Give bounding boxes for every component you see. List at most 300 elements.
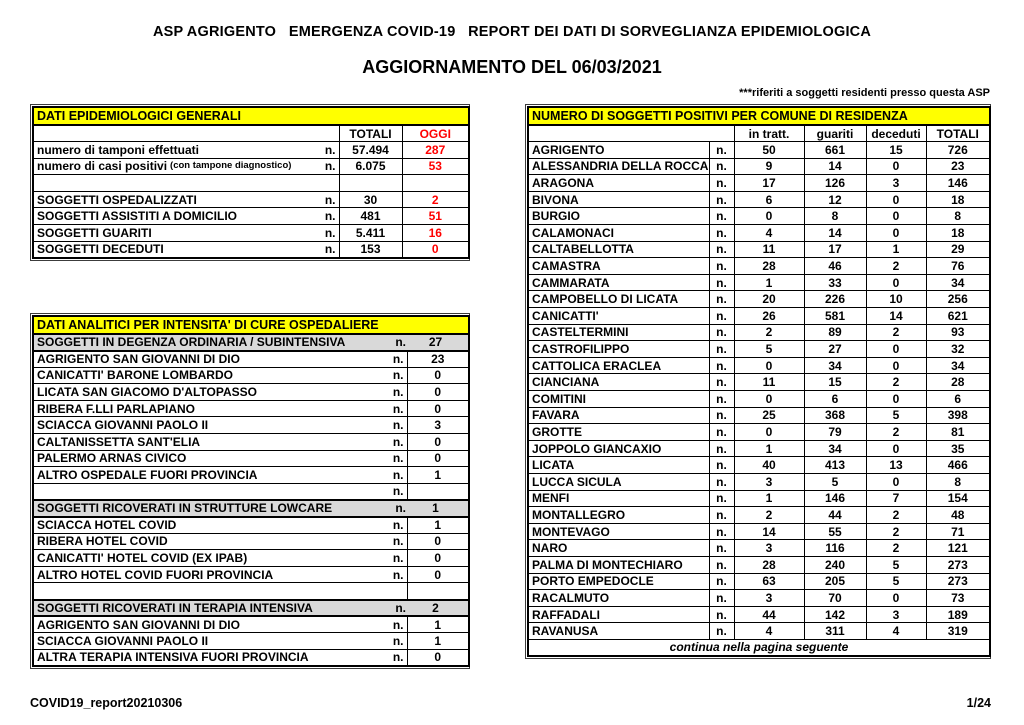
unit-cell: n. bbox=[709, 274, 734, 291]
unit-label: n. bbox=[324, 192, 336, 207]
table-row bbox=[528, 258, 990, 275]
deceduti-value-cell: 0 bbox=[866, 225, 926, 242]
guariti-value-cell: 142 bbox=[804, 606, 866, 623]
unit-cell: n. bbox=[709, 457, 734, 474]
deceduti-value-cell: 2 bbox=[866, 324, 926, 341]
section-label: SOGGETTI IN DEGENZA ORDINARIA / SUBINTENSIVA bbox=[37, 335, 346, 350]
table-row bbox=[33, 417, 469, 434]
unit-cell: n. bbox=[709, 573, 734, 590]
row-label-cell bbox=[33, 533, 407, 550]
comune-name-cell: MENFI bbox=[528, 490, 709, 507]
guariti-column-header: guariti bbox=[804, 125, 866, 142]
totali-value-cell: 73 bbox=[926, 590, 990, 607]
in-tratt-value-cell: 2 bbox=[734, 507, 804, 524]
table-row bbox=[528, 473, 990, 490]
comune-name-cell: LUCCA SICULA bbox=[528, 473, 709, 490]
unit-label: n. bbox=[324, 159, 336, 174]
table-row bbox=[33, 600, 469, 617]
table-row bbox=[528, 274, 990, 291]
in-tratt-value-cell: 4 bbox=[734, 225, 804, 242]
table-row bbox=[528, 142, 990, 159]
report-title: ASP AGRIGENTO EMERGENZA COVID-19 REPORT DEI DATI DI SORVEGLIANZA EPIDEMIOLOGICA bbox=[152, 24, 872, 40]
deceduti-value-cell: 0 bbox=[866, 158, 926, 175]
totali-value-cell: 726 bbox=[926, 142, 990, 159]
in-tratt-value-cell: 11 bbox=[734, 241, 804, 258]
deceduti-value-cell: 2 bbox=[866, 424, 926, 441]
comune-name-cell: CALAMONACI bbox=[528, 225, 709, 242]
deceduti-value-cell: 2 bbox=[866, 374, 926, 391]
deceduti-value-cell: 3 bbox=[866, 175, 926, 192]
guariti-value-cell: 89 bbox=[804, 324, 866, 341]
row-label: CALTANISSETTA SANT'ELIA bbox=[37, 434, 201, 449]
totali-value-cell: 319 bbox=[926, 623, 990, 640]
unit-cell: n. bbox=[709, 158, 734, 175]
table-row bbox=[528, 606, 990, 623]
totali-column-header: TOTALI bbox=[926, 125, 990, 142]
table-row bbox=[528, 590, 990, 607]
row-label: SCIACCA HOTEL COVID bbox=[37, 518, 177, 533]
unit-label: n. bbox=[392, 368, 404, 383]
comune-name-cell: CAMPOBELLO DI LICATA bbox=[528, 291, 709, 308]
table-row bbox=[528, 407, 990, 424]
hospital-table-title: DATI ANALITICI PER INTENSITA' DI CURE OSPEDALIERE bbox=[33, 316, 469, 334]
deceduti-value-cell: 0 bbox=[866, 590, 926, 607]
totali-value-cell: 481 bbox=[339, 208, 402, 225]
count-value-cell bbox=[407, 583, 469, 600]
deceduti-value-cell: 0 bbox=[866, 440, 926, 457]
comune-name-cell: BURGIO bbox=[528, 208, 709, 225]
unit-label: n. bbox=[392, 418, 404, 433]
totali-value-cell: 35 bbox=[926, 440, 990, 457]
comune-name-cell: LICATA bbox=[528, 457, 709, 474]
report-file-name: COVID19_report20210306 bbox=[30, 696, 183, 710]
comune-name-cell: RAFFADALI bbox=[528, 606, 709, 623]
unit-cell: n. bbox=[709, 142, 734, 159]
count-value-cell: 0 bbox=[407, 550, 469, 567]
section-value: 1 bbox=[432, 501, 439, 516]
totali-value-cell: 256 bbox=[926, 291, 990, 308]
unit-label: n. bbox=[392, 650, 404, 665]
unit-cell: n. bbox=[709, 523, 734, 540]
comune-name-cell: CASTROFILIPPO bbox=[528, 341, 709, 358]
count-value-cell: 1 bbox=[407, 467, 469, 484]
in-tratt-value-cell: 9 bbox=[734, 158, 804, 175]
section-value: 2 bbox=[432, 600, 439, 615]
table-row bbox=[33, 633, 469, 650]
guariti-value-cell: 12 bbox=[804, 191, 866, 208]
comune-name-cell: GROTTE bbox=[528, 424, 709, 441]
table-row bbox=[33, 649, 469, 666]
unit-cell: n. bbox=[709, 357, 734, 374]
row-label: SCIACCA GIOVANNI PAOLO II bbox=[37, 418, 209, 433]
oggi-value-cell bbox=[402, 175, 469, 192]
hospital-table-title-row bbox=[33, 316, 469, 334]
guariti-value-cell: 226 bbox=[804, 291, 866, 308]
count-value-cell: 1 bbox=[407, 517, 469, 534]
table-row bbox=[528, 374, 990, 391]
table-row bbox=[528, 523, 990, 540]
totali-value-cell: 34 bbox=[926, 357, 990, 374]
row-label: numero di tamponi effettuati bbox=[37, 142, 199, 157]
in-tratt-value-cell: 50 bbox=[734, 142, 804, 159]
in-tratt-value-cell: 17 bbox=[734, 175, 804, 192]
unit-cell: n. bbox=[709, 258, 734, 275]
totali-value-cell: 23 bbox=[926, 158, 990, 175]
totali-column-header: TOTALI bbox=[339, 125, 402, 142]
totali-value-cell: 81 bbox=[926, 424, 990, 441]
table-row bbox=[528, 490, 990, 507]
continue-note-row bbox=[528, 639, 990, 656]
row-label-cell bbox=[33, 351, 407, 368]
table-row bbox=[528, 457, 990, 474]
in-tratt-value-cell: 44 bbox=[734, 606, 804, 623]
count-value-cell: 1 bbox=[407, 616, 469, 633]
unit-cell: n. bbox=[709, 440, 734, 457]
in-tratt-value-cell: 3 bbox=[734, 473, 804, 490]
row-label-cell bbox=[33, 142, 339, 159]
guariti-value-cell: 46 bbox=[804, 258, 866, 275]
table-row bbox=[33, 400, 469, 417]
unit-label: n. bbox=[395, 600, 406, 615]
comune-name-cell: CIANCIANA bbox=[528, 374, 709, 391]
count-value-cell bbox=[407, 483, 469, 500]
row-label: RIBERA HOTEL COVID bbox=[37, 534, 168, 549]
comune-name-cell: PALMA DI MONTECHIARO bbox=[528, 556, 709, 573]
guariti-value-cell: 34 bbox=[804, 357, 866, 374]
unit-cell: n. bbox=[709, 623, 734, 640]
table-row bbox=[528, 540, 990, 557]
row-label: AGRIGENTO SAN GIOVANNI DI DIO bbox=[37, 617, 240, 632]
oggi-value-cell: 287 bbox=[402, 142, 469, 159]
row-label-cell bbox=[33, 583, 407, 600]
comune-name-cell: RAVANUSA bbox=[528, 623, 709, 640]
hospital-intensity-table bbox=[30, 313, 470, 669]
unit-label: n. bbox=[392, 401, 404, 416]
totali-value-cell: 273 bbox=[926, 556, 990, 573]
unit-cell: n. bbox=[709, 556, 734, 573]
unit-label: n. bbox=[392, 551, 404, 566]
row-label-cell bbox=[33, 191, 339, 208]
totali-value-cell: 32 bbox=[926, 341, 990, 358]
row-label-cell bbox=[33, 367, 407, 384]
deceduti-value-cell: 2 bbox=[866, 540, 926, 557]
table-row bbox=[528, 440, 990, 457]
totali-value-cell: 154 bbox=[926, 490, 990, 507]
guariti-value-cell: 70 bbox=[804, 590, 866, 607]
unit-label: n. bbox=[392, 451, 404, 466]
in-tratt-value-cell: 1 bbox=[734, 274, 804, 291]
in-tratt-value-cell: 25 bbox=[734, 407, 804, 424]
totali-value-cell: 48 bbox=[926, 507, 990, 524]
unit-cell: n. bbox=[709, 407, 734, 424]
row-label-cell bbox=[33, 208, 339, 225]
general-table-body bbox=[33, 142, 469, 258]
comune-name-cell: COMITINI bbox=[528, 391, 709, 408]
table-row bbox=[528, 225, 990, 242]
unit-label: n. bbox=[392, 617, 404, 632]
guariti-value-cell: 116 bbox=[804, 540, 866, 557]
row-label-cell bbox=[33, 158, 339, 175]
in-tratt-value-cell: 1 bbox=[734, 490, 804, 507]
row-label-cell bbox=[33, 225, 339, 242]
comune-name-cell: CATTOLICA ERACLEA bbox=[528, 357, 709, 374]
table-row bbox=[33, 616, 469, 633]
deceduti-value-cell: 7 bbox=[866, 490, 926, 507]
count-value-cell: 0 bbox=[407, 367, 469, 384]
row-label-cell bbox=[33, 400, 407, 417]
oggi-value-cell: 51 bbox=[402, 208, 469, 225]
table-row bbox=[33, 583, 469, 600]
table-row bbox=[33, 450, 469, 467]
table-row bbox=[528, 556, 990, 573]
deceduti-value-cell: 2 bbox=[866, 523, 926, 540]
deceduti-value-cell: 10 bbox=[866, 291, 926, 308]
unit-label: n. bbox=[392, 567, 404, 582]
guariti-value-cell: 240 bbox=[804, 556, 866, 573]
row-label-cell bbox=[33, 241, 339, 258]
in-tratt-value-cell: 5 bbox=[734, 341, 804, 358]
table-row bbox=[528, 623, 990, 640]
empty-header-cell bbox=[528, 125, 734, 142]
unit-cell: n. bbox=[709, 308, 734, 325]
in-tratt-value-cell: 20 bbox=[734, 291, 804, 308]
table-row bbox=[528, 291, 990, 308]
unit-label: n. bbox=[395, 335, 406, 350]
unit-cell: n. bbox=[709, 374, 734, 391]
comuni-table-title-row bbox=[528, 107, 990, 125]
totali-value-cell: 34 bbox=[926, 274, 990, 291]
unit-cell: n. bbox=[709, 191, 734, 208]
guariti-value-cell: 311 bbox=[804, 623, 866, 640]
deceduti-value-cell: 0 bbox=[866, 357, 926, 374]
totali-value-cell: 6.075 bbox=[339, 158, 402, 175]
empty-header-cell bbox=[33, 125, 339, 142]
table-row bbox=[33, 367, 469, 384]
unit-label: n. bbox=[324, 142, 336, 157]
table-row bbox=[33, 517, 469, 534]
table-row bbox=[33, 175, 469, 192]
row-label: RIBERA F.LLI PARLAPIANO bbox=[37, 401, 195, 416]
guariti-value-cell: 581 bbox=[804, 308, 866, 325]
general-table-header-row bbox=[33, 125, 469, 142]
totali-value-cell: 71 bbox=[926, 523, 990, 540]
totali-value-cell: 189 bbox=[926, 606, 990, 623]
table-row bbox=[528, 158, 990, 175]
in-tratt-value-cell: 6 bbox=[734, 191, 804, 208]
table-row bbox=[33, 566, 469, 583]
section-label: SOGGETTI RICOVERATI IN TERAPIA INTENSIVA bbox=[37, 600, 313, 615]
table-row bbox=[528, 507, 990, 524]
in-tratt-value-cell: 26 bbox=[734, 308, 804, 325]
guariti-value-cell: 413 bbox=[804, 457, 866, 474]
guariti-value-cell: 8 bbox=[804, 208, 866, 225]
unit-cell: n. bbox=[709, 490, 734, 507]
totali-value-cell: 273 bbox=[926, 573, 990, 590]
totali-value-cell: 57.494 bbox=[339, 142, 402, 159]
totali-value-cell: 29 bbox=[926, 241, 990, 258]
deceduti-value-cell: 4 bbox=[866, 623, 926, 640]
row-label-cell bbox=[33, 616, 407, 633]
section-label-cell bbox=[33, 334, 469, 351]
table-row bbox=[528, 341, 990, 358]
guariti-value-cell: 55 bbox=[804, 523, 866, 540]
row-label-cell bbox=[33, 633, 407, 650]
comune-name-cell: AGRIGENTO bbox=[528, 142, 709, 159]
comune-name-cell: PORTO EMPEDOCLE bbox=[528, 573, 709, 590]
guariti-value-cell: 27 bbox=[804, 341, 866, 358]
section-value: 27 bbox=[428, 335, 443, 350]
continue-note: continua nella pagina seguente bbox=[528, 639, 990, 656]
guariti-value-cell: 14 bbox=[804, 158, 866, 175]
oggi-value-cell: 2 bbox=[402, 191, 469, 208]
totali-value-cell: 93 bbox=[926, 324, 990, 341]
comune-name-cell: CANICATTI' bbox=[528, 308, 709, 325]
table-row bbox=[528, 308, 990, 325]
totali-value-cell: 8 bbox=[926, 208, 990, 225]
table-row bbox=[528, 573, 990, 590]
unit-cell: n. bbox=[709, 241, 734, 258]
unit-cell: n. bbox=[709, 391, 734, 408]
table-row bbox=[33, 208, 469, 225]
table-row bbox=[33, 191, 469, 208]
unit-label: n. bbox=[324, 209, 336, 224]
section-label-cell bbox=[33, 600, 469, 617]
comuni-positives-table bbox=[525, 104, 991, 659]
row-label: ALTRO HOTEL COVID FUORI PROVINCIA bbox=[37, 567, 274, 582]
unit-label: n. bbox=[392, 385, 404, 400]
in-tratt-value-cell: 11 bbox=[734, 374, 804, 391]
comuni-table-title: NUMERO DI SOGGETTI POSITIVI PER COMUNE DI RESIDENZA bbox=[528, 107, 990, 125]
deceduti-value-cell: 0 bbox=[866, 341, 926, 358]
totali-value-cell: 146 bbox=[926, 175, 990, 192]
row-label-small: (con tampone diagnostico) bbox=[170, 160, 292, 172]
unit-label: n. bbox=[324, 242, 336, 257]
guariti-value-cell: 15 bbox=[804, 374, 866, 391]
totali-value-cell: 153 bbox=[339, 241, 402, 258]
unit-label: n. bbox=[395, 501, 406, 516]
table-row bbox=[528, 424, 990, 441]
comune-name-cell: JOPPOLO GIANCAXIO bbox=[528, 440, 709, 457]
row-label: LICATA SAN GIACOMO D'ALTOPASSO bbox=[37, 385, 257, 400]
count-value-cell: 1 bbox=[407, 633, 469, 650]
section-label-cell bbox=[33, 500, 469, 517]
residents-note: ***riferiti a soggetti residenti presso questa ASP bbox=[739, 87, 990, 99]
in-tratt-value-cell: 0 bbox=[734, 208, 804, 225]
deceduti-value-cell: 13 bbox=[866, 457, 926, 474]
unit-cell: n. bbox=[709, 291, 734, 308]
oggi-value-cell: 0 bbox=[402, 241, 469, 258]
deceduti-value-cell: 0 bbox=[866, 274, 926, 291]
unit-cell: n. bbox=[709, 324, 734, 341]
deceduti-value-cell: 1 bbox=[866, 241, 926, 258]
table-row bbox=[33, 533, 469, 550]
in-tratt-value-cell: 0 bbox=[734, 391, 804, 408]
table-row bbox=[33, 550, 469, 567]
unit-label: n. bbox=[392, 468, 404, 483]
totali-value-cell: 18 bbox=[926, 191, 990, 208]
unit-label: n. bbox=[392, 484, 404, 499]
totali-value-cell: 6 bbox=[926, 391, 990, 408]
page-number: 1/24 bbox=[966, 696, 991, 710]
in-tratt-value-cell: 28 bbox=[734, 556, 804, 573]
comune-name-cell: BIVONA bbox=[528, 191, 709, 208]
table-row bbox=[33, 241, 469, 258]
count-value-cell: 0 bbox=[407, 450, 469, 467]
comuni-table-body bbox=[528, 142, 990, 640]
unit-cell: n. bbox=[709, 208, 734, 225]
unit-label: n. bbox=[392, 352, 404, 367]
guariti-value-cell: 5 bbox=[804, 473, 866, 490]
in-tratt-value-cell: 0 bbox=[734, 357, 804, 374]
count-value-cell: 0 bbox=[407, 434, 469, 451]
table-row bbox=[33, 334, 469, 351]
totali-value-cell: 621 bbox=[926, 308, 990, 325]
deceduti-value-cell: 15 bbox=[866, 142, 926, 159]
general-table-title: DATI EPIDEMIOLOGICI GENERALI bbox=[33, 107, 469, 125]
unit-cell: n. bbox=[709, 540, 734, 557]
row-label-cell bbox=[33, 384, 407, 401]
in-tratt-value-cell: 1 bbox=[734, 440, 804, 457]
deceduti-value-cell: 2 bbox=[866, 507, 926, 524]
in-tratt-value-cell: 40 bbox=[734, 457, 804, 474]
row-label-cell bbox=[33, 483, 407, 500]
table-row bbox=[528, 357, 990, 374]
unit-label: n. bbox=[392, 434, 404, 449]
unit-label: n. bbox=[324, 225, 336, 240]
unit-cell: n. bbox=[709, 606, 734, 623]
totali-value-cell: 5.411 bbox=[339, 225, 402, 242]
deceduti-value-cell: 0 bbox=[866, 391, 926, 408]
deceduti-value-cell: 2 bbox=[866, 258, 926, 275]
comune-name-cell: FAVARA bbox=[528, 407, 709, 424]
totali-value-cell bbox=[339, 175, 402, 192]
table-row bbox=[528, 241, 990, 258]
table-row bbox=[33, 158, 469, 175]
table-row bbox=[528, 191, 990, 208]
guariti-value-cell: 146 bbox=[804, 490, 866, 507]
row-label-cell bbox=[33, 517, 407, 534]
table-row bbox=[528, 391, 990, 408]
row-label: AGRIGENTO SAN GIOVANNI DI DIO bbox=[37, 352, 240, 367]
comune-name-cell: CASTELTERMINI bbox=[528, 324, 709, 341]
row-label: ALTRA TERAPIA INTENSIVA FUORI PROVINCIA bbox=[37, 650, 309, 665]
count-value-cell: 0 bbox=[407, 649, 469, 666]
comuni-table-header-row bbox=[528, 125, 990, 142]
table-row bbox=[33, 434, 469, 451]
row-label: SOGGETTI GUARITI bbox=[37, 225, 152, 240]
guariti-value-cell: 6 bbox=[804, 391, 866, 408]
row-label-cell bbox=[33, 550, 407, 567]
table-row bbox=[33, 500, 469, 517]
totali-value-cell: 121 bbox=[926, 540, 990, 557]
guariti-value-cell: 368 bbox=[804, 407, 866, 424]
table-row bbox=[33, 483, 469, 500]
deceduti-value-cell: 5 bbox=[866, 407, 926, 424]
deceduti-value-cell: 0 bbox=[866, 473, 926, 490]
row-label: ALTRO OSPEDALE FUORI PROVINCIA bbox=[37, 468, 258, 483]
report-subtitle: AGGIORNAMENTO DEL 06/03/2021 bbox=[362, 57, 662, 77]
section-label: SOGGETTI RICOVERATI IN STRUTTURE LOWCARE bbox=[37, 501, 333, 516]
general-table-title-row bbox=[33, 107, 469, 125]
comune-name-cell: CAMASTRA bbox=[528, 258, 709, 275]
count-value-cell: 0 bbox=[407, 384, 469, 401]
general-data-table bbox=[30, 104, 470, 261]
unit-label: n. bbox=[392, 633, 404, 648]
totali-value-cell: 30 bbox=[339, 191, 402, 208]
comune-name-cell: RACALMUTO bbox=[528, 590, 709, 607]
guariti-value-cell: 17 bbox=[804, 241, 866, 258]
unit-cell: n. bbox=[709, 424, 734, 441]
